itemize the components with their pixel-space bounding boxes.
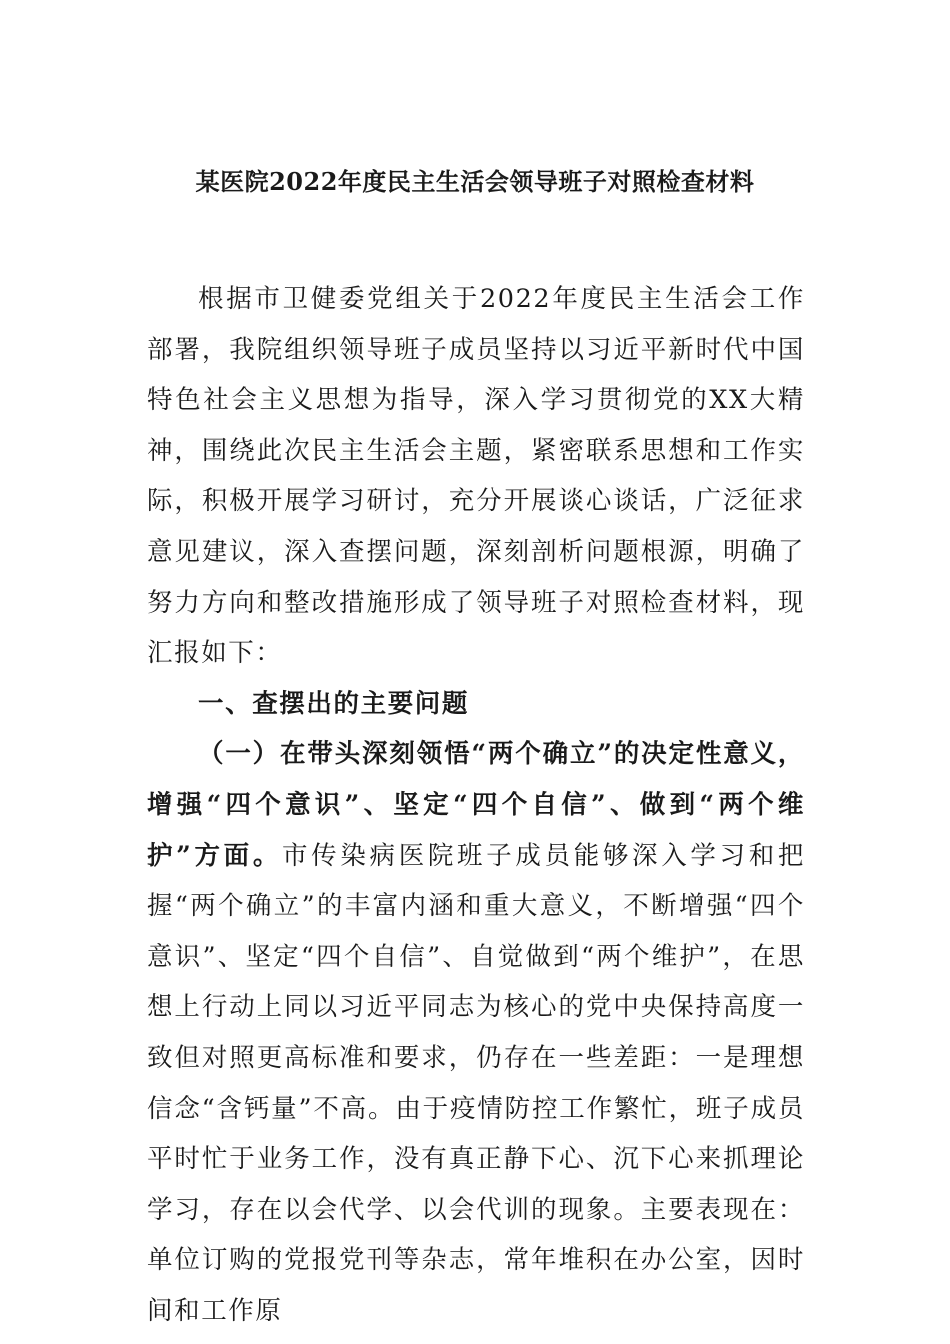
subsection-heading: （一）在带头深刻领悟“两个确立”的决定性意义，增强“四个意识”、坚定“四个自信”、做到“两个维护”方面。 <box>147 739 805 871</box>
intro-paragraph: 根据市卫健委党组关于2022年度民主生活会工作部署，我院组织领导班子成员坚持以习近平新时代中国特色社会主义思想为指导，深入学习贯彻党的XX大精神，围绕此次民主生活会主题，紧密联系思想和工作实际，积极开展学习研讨，充分开展谈心谈话，广泛征求意见建议，深入查摆问题，深刻剖析问题根源，明确了努力方向和整改措施形成了领导班子对照检查材料，现汇报如下： <box>147 284 805 669</box>
subsection-body-text: 市传染病医院班子成员能够深入学习和把握“两个确立”的丰富内涵和重大意义，不断增强“四个意识”、坚定“四个自信”、自觉做到“两个维护”，在思想上行动上同以习近平同志为核心的党中央保持高度一致但对照更高标准和要求，仍存在一些差距：一是理想信念“含钙量”不高。由于疫情防控工作繁忙，班子成员平时忙于业务工作，没有真正静下心、沉下心来抓理论学习，存在以会代学、以会代训的现象。主要表现在：单位订购的党报党刊等杂志，常年堆积在办公室，因时间和工作原 <box>147 840 805 1326</box>
document-body <box>147 274 805 1336</box>
document-title: 某医院2022年度民主生活会领导班子对照检查材料 <box>195 167 755 196</box>
subsection-paragraph <box>147 729 805 1336</box>
section-heading-problems: 一、查摆出的主要问题 <box>198 688 470 719</box>
